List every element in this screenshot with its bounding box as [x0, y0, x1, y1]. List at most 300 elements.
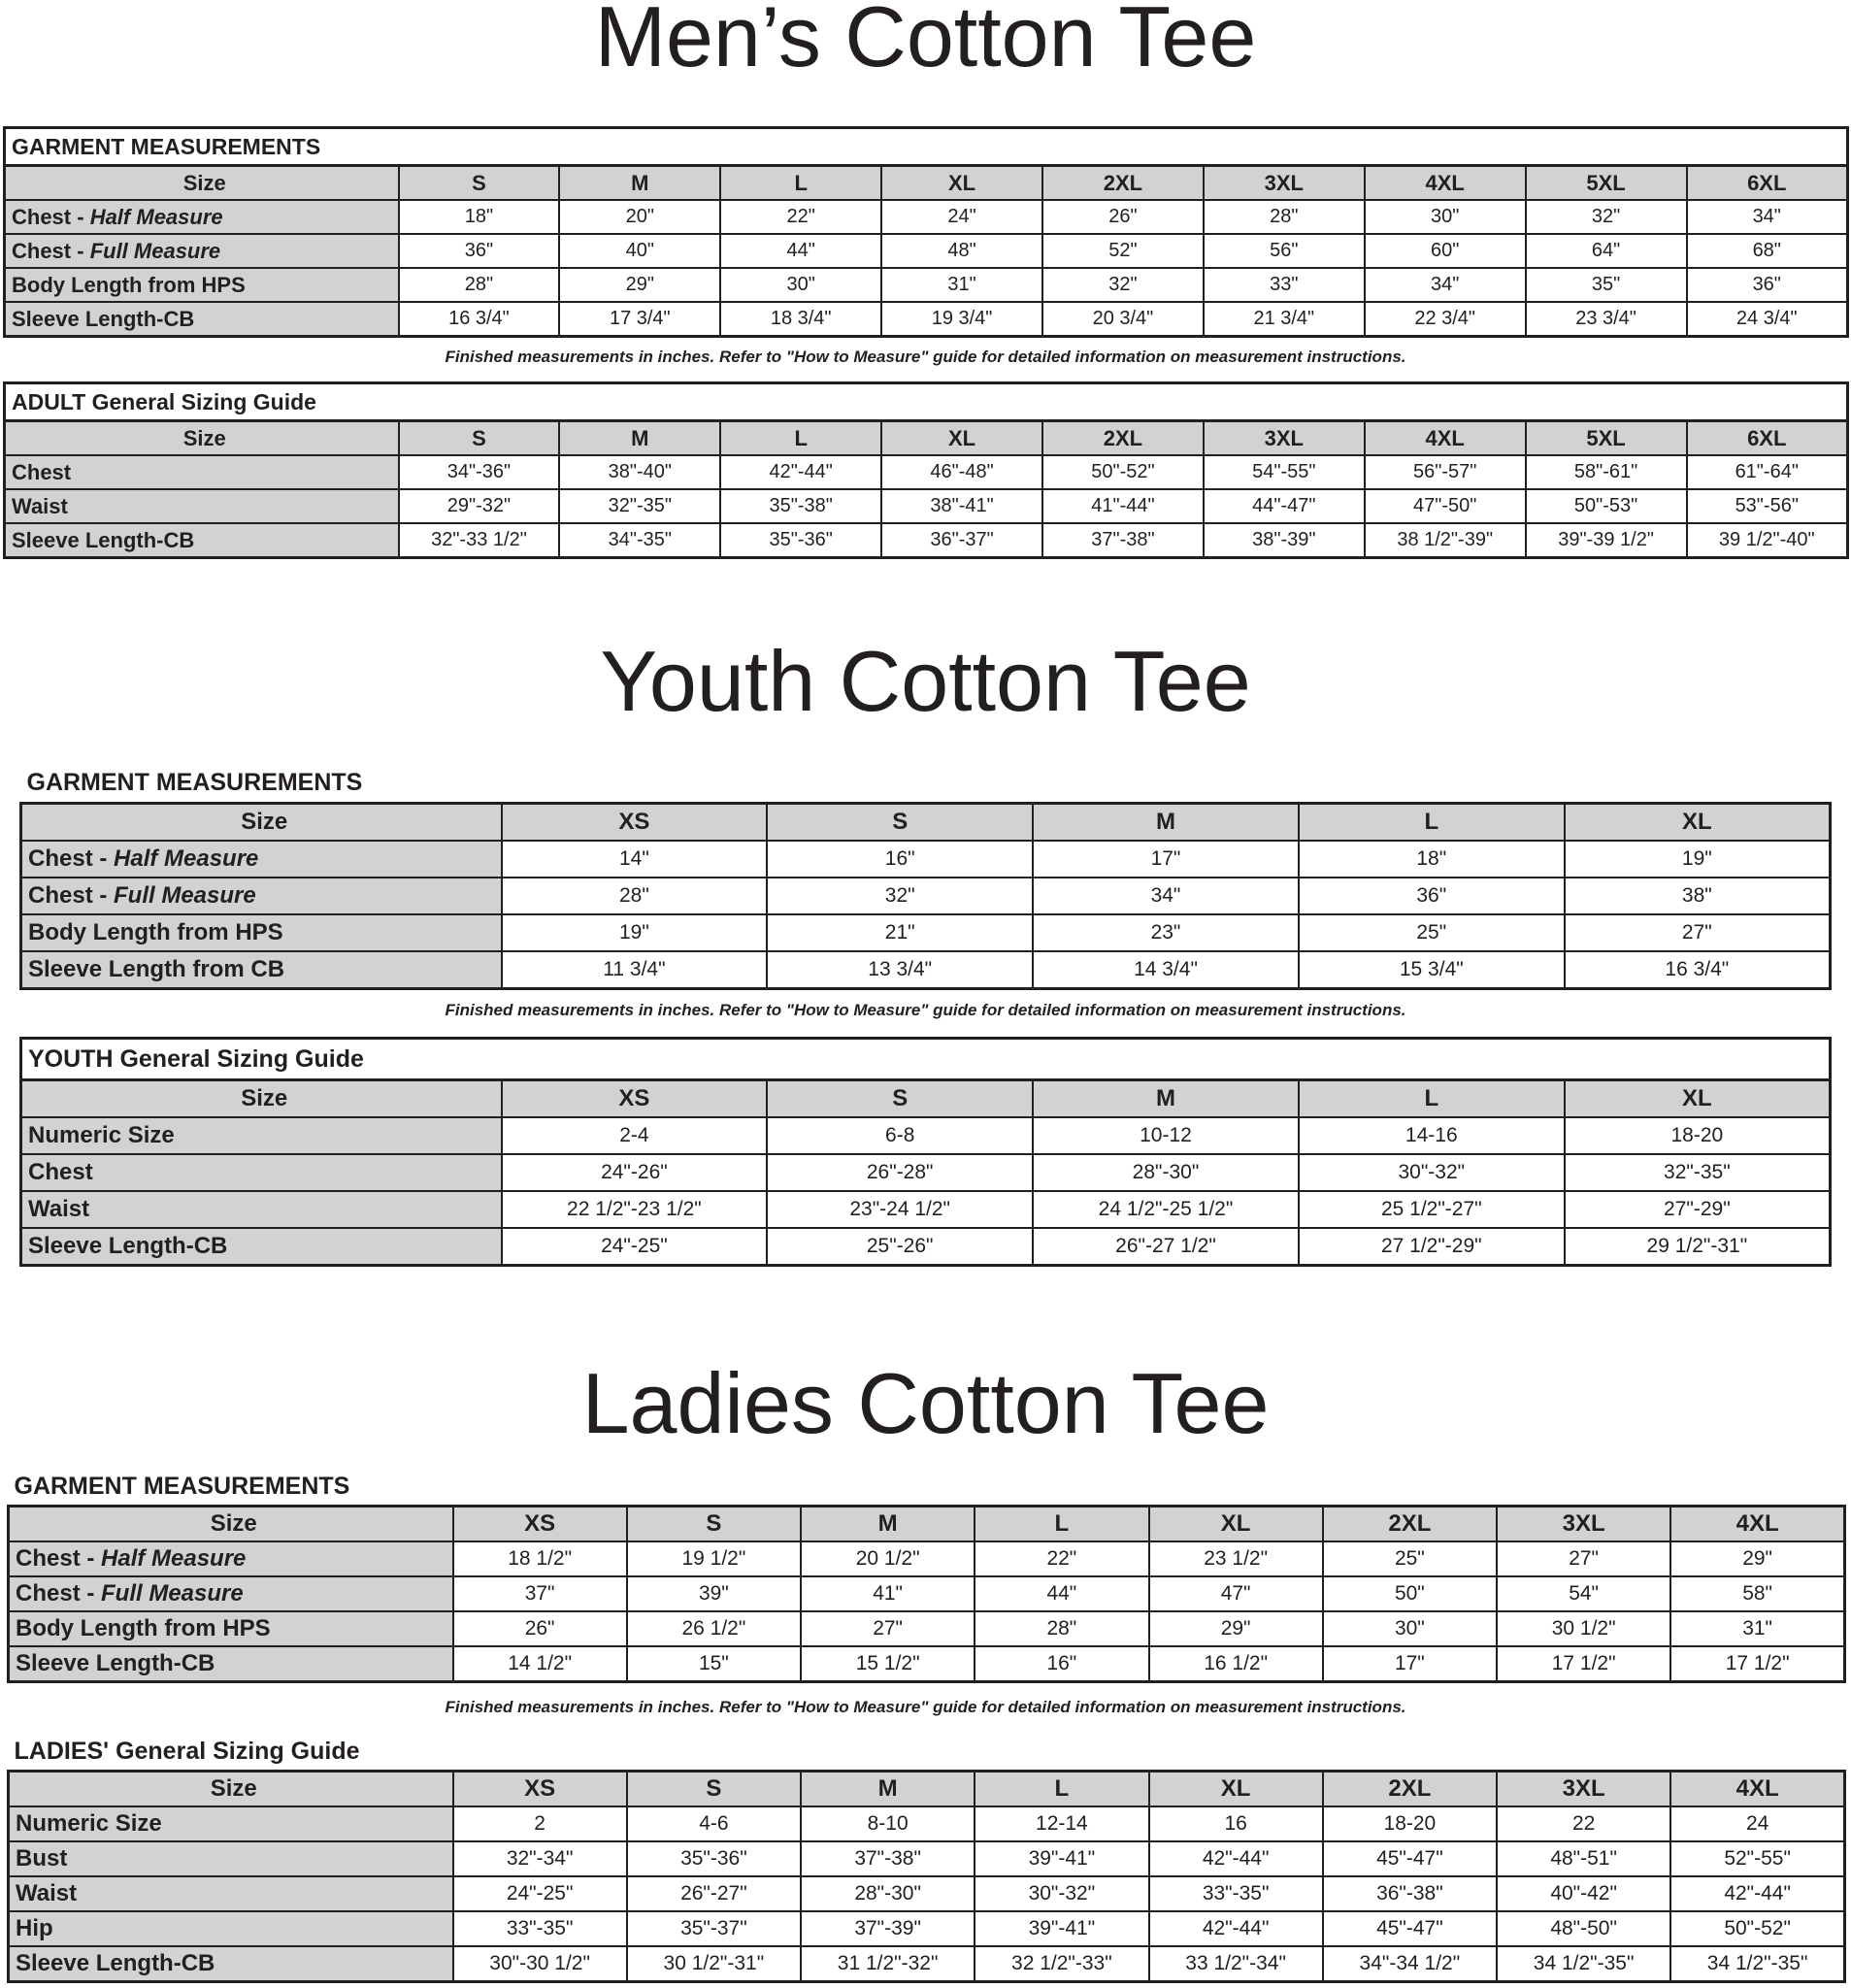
table-cell: 39"-41" — [975, 1911, 1148, 1946]
table-cell: 38 1/2"-39" — [1365, 523, 1526, 558]
youth-guide-table — [19, 1037, 1832, 1267]
table-cell: 58"-61" — [1526, 455, 1687, 489]
table-cell: 17 3/4" — [559, 302, 720, 337]
row-label-emphasis: Full Measure — [114, 882, 256, 909]
table-cell: 44"-47" — [1204, 489, 1365, 523]
table-cell: 32"-33 1/2" — [399, 523, 560, 558]
row-label-text: Sleeve Length-CB — [16, 1950, 215, 1976]
table-cell: 42"-44" — [1670, 1876, 1844, 1911]
table-cell: 26"-28" — [767, 1154, 1033, 1191]
table-cell: 25" — [1323, 1541, 1497, 1576]
table-cell: 21" — [767, 914, 1033, 951]
table-cell: 34" — [1033, 878, 1299, 914]
table-cell: 41"-44" — [1042, 489, 1204, 523]
table-cell: 32"-35" — [559, 489, 720, 523]
table-cell: 11 3/4" — [502, 951, 768, 989]
row-label-text: Chest - — [16, 1545, 102, 1572]
row-label — [9, 1646, 453, 1682]
row-label-text: Sleeve Length-CB — [12, 527, 195, 552]
table-cell: 18 3/4" — [720, 302, 881, 337]
table-cell: 18-20 — [1323, 1806, 1497, 1841]
row-label-emphasis: Full Measure — [101, 1580, 244, 1607]
table-cell: 38"-41" — [881, 489, 1042, 523]
table-cell: 18" — [399, 200, 560, 234]
ladies-guide-size-col: 3XL — [1497, 1772, 1670, 1807]
mens-garment-size-col: L — [720, 166, 881, 201]
ladies-garment-size-col: S — [627, 1507, 801, 1542]
youth-guide-size-col: M — [1033, 1080, 1299, 1118]
table-cell: 28"-30" — [801, 1876, 975, 1911]
ladies-guide-table — [7, 1733, 1846, 1983]
table-cell: 33"-35" — [1149, 1876, 1323, 1911]
table-row — [21, 914, 1831, 951]
row-label-text: Chest — [12, 459, 72, 484]
table-row — [9, 1911, 1845, 1946]
table-cell: 14 1/2" — [453, 1646, 627, 1682]
table-cell: 16 3/4" — [1565, 951, 1831, 989]
table-cell: 44" — [720, 234, 881, 268]
table-cell: 15" — [627, 1646, 801, 1682]
row-label-text: Waist — [28, 1196, 90, 1222]
row-label — [21, 1154, 502, 1191]
ladies-guide-size-col: 2XL — [1323, 1772, 1497, 1807]
youth-guide-size-col: XS — [502, 1080, 768, 1118]
youth-guide-header: YOUTH General Sizing Guide — [21, 1039, 1831, 1080]
table-cell: 23 3/4" — [1526, 302, 1687, 337]
mens-garment-size-col: S — [399, 166, 560, 201]
table-cell: 16 1/2" — [1149, 1646, 1323, 1682]
table-cell: 26 1/2" — [627, 1611, 801, 1646]
row-label-text: Hip — [16, 1915, 53, 1941]
mens-title: Men’s Cotton Tee — [594, 0, 1257, 84]
table-cell: 18 1/2" — [453, 1541, 627, 1576]
mens-guide-size-col: XL — [881, 421, 1042, 456]
table-cell: 28" — [1204, 200, 1365, 234]
table-cell: 19" — [1565, 841, 1831, 878]
table-cell: 39 1/2"-40" — [1687, 523, 1848, 558]
table-cell: 56" — [1204, 234, 1365, 268]
table-cell: 2 — [453, 1806, 627, 1841]
table-cell: 25"-26" — [767, 1228, 1033, 1266]
table-cell: 32 1/2"-33" — [975, 1946, 1148, 1982]
table-cell: 33 1/2"-34" — [1149, 1946, 1323, 1982]
table-cell: 14 3/4" — [1033, 951, 1299, 989]
row-label-text: Sleeve Length from CB — [28, 956, 285, 982]
table-row — [5, 523, 1848, 558]
row-label — [21, 841, 502, 878]
table-cell: 27"-29" — [1565, 1191, 1831, 1228]
table-cell: 42"-44" — [1149, 1911, 1323, 1946]
row-label — [5, 302, 399, 337]
table-cell: 31" — [1670, 1611, 1844, 1646]
table-cell: 29 1/2"-31" — [1565, 1228, 1831, 1266]
table-cell: 45"-47" — [1323, 1911, 1497, 1946]
youth-garment-header: GARMENT MEASUREMENTS — [21, 763, 1831, 804]
youth-garment-size-label: Size — [21, 804, 502, 842]
table-row — [5, 455, 1848, 489]
table-cell: 17" — [1033, 841, 1299, 878]
row-label — [5, 234, 399, 268]
youth-guide-size-col: XL — [1565, 1080, 1831, 1118]
table-cell: 45"-47" — [1323, 1841, 1497, 1876]
table-cell: 38"-39" — [1204, 523, 1365, 558]
table-cell: 38" — [1565, 878, 1831, 914]
row-label-text: Chest — [28, 1159, 93, 1185]
table-cell: 34"-35" — [559, 523, 720, 558]
table-cell: 37" — [453, 1576, 627, 1611]
row-label — [9, 1806, 453, 1841]
table-cell: 24 — [1670, 1806, 1844, 1841]
table-cell: 30" — [1365, 200, 1526, 234]
table-cell: 36" — [1687, 268, 1848, 302]
table-cell: 48" — [881, 234, 1042, 268]
ladies-garment-size-col: 4XL — [1670, 1507, 1844, 1542]
mens-guide-size-col: 6XL — [1687, 421, 1848, 456]
table-cell: 32" — [1526, 200, 1687, 234]
table-cell: 54"-55" — [1204, 455, 1365, 489]
table-cell: 18-20 — [1565, 1117, 1831, 1154]
ladies-garment-header: GARMENT MEASUREMENTS — [9, 1468, 1845, 1507]
table-cell: 14-16 — [1299, 1117, 1565, 1154]
table-row — [21, 878, 1831, 914]
row-label-text: Numeric Size — [16, 1810, 162, 1837]
table-cell: 2-4 — [502, 1117, 768, 1154]
table-cell: 24" — [881, 200, 1042, 234]
table-cell: 24"-26" — [502, 1154, 768, 1191]
table-row — [21, 841, 1831, 878]
table-row — [5, 268, 1848, 302]
table-cell: 27 1/2"-29" — [1299, 1228, 1565, 1266]
ladies-garment-size-col: L — [975, 1507, 1148, 1542]
ladies-guide-size-col: S — [627, 1772, 801, 1807]
table-cell: 35" — [1526, 268, 1687, 302]
mens-garment-size-col: 6XL — [1687, 166, 1848, 201]
row-label-text: Chest - — [12, 238, 90, 263]
table-cell: 30"-32" — [975, 1876, 1148, 1911]
row-label-text: Body Length from HPS — [16, 1615, 271, 1641]
mens-guide-size-label: Size — [5, 421, 399, 456]
row-label — [21, 1228, 502, 1266]
table-cell: 20 1/2" — [801, 1541, 975, 1576]
table-cell: 56"-57" — [1365, 455, 1526, 489]
mens-guide-table — [3, 381, 1849, 559]
table-cell: 34"-36" — [399, 455, 560, 489]
table-cell: 24"-25" — [502, 1228, 768, 1266]
table-cell: 52"-55" — [1670, 1841, 1844, 1876]
ladies-garment-size-col: XS — [453, 1507, 627, 1542]
table-cell: 26"-27 1/2" — [1033, 1228, 1299, 1266]
table-cell: 48"-51" — [1497, 1841, 1670, 1876]
table-cell: 37"-38" — [801, 1841, 975, 1876]
youth-guide-size-col: L — [1299, 1080, 1565, 1118]
mens-garment-size-label: Size — [5, 166, 399, 201]
table-cell: 42"-44" — [1149, 1841, 1323, 1876]
row-label — [5, 455, 399, 489]
table-cell: 38"-40" — [559, 455, 720, 489]
table-row — [21, 951, 1831, 989]
row-label-text: Bust — [16, 1845, 68, 1872]
table-cell: 39"-39 1/2" — [1526, 523, 1687, 558]
table-cell: 64" — [1526, 234, 1687, 268]
mens-guide-size-col: L — [720, 421, 881, 456]
table-cell: 27" — [1497, 1541, 1670, 1576]
table-cell: 22" — [720, 200, 881, 234]
row-label-text: Chest - — [28, 882, 115, 909]
youth-guide-size-col: S — [767, 1080, 1033, 1118]
table-cell: 34 1/2"-35" — [1670, 1946, 1844, 1982]
table-cell: 37"-39" — [801, 1911, 975, 1946]
table-cell: 31" — [881, 268, 1042, 302]
table-cell: 27" — [1565, 914, 1831, 951]
mens-guide-size-col: 4XL — [1365, 421, 1526, 456]
table-row — [5, 302, 1848, 337]
table-cell: 20" — [559, 200, 720, 234]
table-cell: 32"-35" — [1565, 1154, 1831, 1191]
table-cell: 30 1/2" — [1497, 1611, 1670, 1646]
row-label-text: Chest - — [16, 1580, 102, 1607]
ladies-guide-size-col: 4XL — [1670, 1772, 1844, 1807]
table-cell: 68" — [1687, 234, 1848, 268]
row-label-text: Sleeve Length-CB — [12, 306, 195, 331]
table-cell: 30" — [720, 268, 881, 302]
table-cell: 16 3/4" — [399, 302, 560, 337]
table-cell: 46"-48" — [881, 455, 1042, 489]
mens-guide-size-col: 5XL — [1526, 421, 1687, 456]
table-cell: 30 1/2"-31" — [627, 1946, 801, 1982]
ladies-garment-size-label: Size — [9, 1507, 453, 1542]
table-cell: 22 1/2"-23 1/2" — [502, 1191, 768, 1228]
youth-garment-size-col: S — [767, 804, 1033, 842]
row-label-text: Body Length from HPS — [12, 272, 246, 297]
table-cell: 29" — [1149, 1611, 1323, 1646]
ladies-guide-size-col: XL — [1149, 1772, 1323, 1807]
ladies-garment-size-col: XL — [1149, 1507, 1323, 1542]
youth-garment-size-col: L — [1299, 804, 1565, 842]
table-cell: 39" — [627, 1576, 801, 1611]
row-label — [9, 1576, 453, 1611]
row-label — [5, 268, 399, 302]
youth-garment-size-col: XS — [502, 804, 768, 842]
mens-garment-size-col: XL — [881, 166, 1042, 201]
table-cell: 25 1/2"-27" — [1299, 1191, 1565, 1228]
table-cell: 40"-42" — [1497, 1876, 1670, 1911]
table-cell: 29" — [559, 268, 720, 302]
table-cell: 4-6 — [627, 1806, 801, 1841]
table-cell: 53"-56" — [1687, 489, 1848, 523]
table-cell: 37"-38" — [1042, 523, 1204, 558]
table-cell: 34" — [1365, 268, 1526, 302]
table-cell: 28" — [399, 268, 560, 302]
ladies-guide-size-label: Size — [9, 1772, 453, 1807]
mens-guide-size-col: M — [559, 421, 720, 456]
table-row — [9, 1541, 1845, 1576]
youth-guide-size-label: Size — [21, 1080, 502, 1118]
row-label — [5, 523, 399, 558]
youth-garment-table — [19, 763, 1832, 990]
table-cell: 31 1/2"-32" — [801, 1946, 975, 1982]
table-cell: 16" — [975, 1646, 1148, 1682]
table-cell: 54" — [1497, 1576, 1670, 1611]
mens-garment-table — [3, 126, 1849, 338]
ladies-guide-size-col: XS — [453, 1772, 627, 1807]
table-cell: 22 3/4" — [1365, 302, 1526, 337]
table-cell: 50"-53" — [1526, 489, 1687, 523]
table-cell: 50" — [1323, 1576, 1497, 1611]
table-cell: 19 3/4" — [881, 302, 1042, 337]
table-cell: 61"-64" — [1687, 455, 1848, 489]
table-cell: 19 1/2" — [627, 1541, 801, 1576]
table-cell: 33" — [1204, 268, 1365, 302]
table-cell: 47"-50" — [1365, 489, 1526, 523]
table-cell: 29" — [1670, 1541, 1844, 1576]
table-cell: 15 1/2" — [801, 1646, 975, 1682]
table-cell: 21 3/4" — [1204, 302, 1365, 337]
table-row — [21, 1228, 1831, 1266]
table-cell: 28"-30" — [1033, 1154, 1299, 1191]
table-cell: 20 3/4" — [1042, 302, 1204, 337]
row-label-text: Chest - — [28, 845, 115, 872]
row-label — [9, 1876, 453, 1911]
mens-guide-size-col: 2XL — [1042, 421, 1204, 456]
table-cell: 6-8 — [767, 1117, 1033, 1154]
ladies-guide-size-col: M — [801, 1772, 975, 1807]
table-cell: 12-14 — [975, 1806, 1148, 1841]
ladies-title: Ladies Cotton Tee — [581, 1355, 1270, 1451]
table-cell: 32" — [767, 878, 1033, 914]
table-cell: 32" — [1042, 268, 1204, 302]
table-cell: 19" — [502, 914, 768, 951]
table-cell: 26" — [1042, 200, 1204, 234]
youth-garment-size-col: XL — [1565, 804, 1831, 842]
table-cell: 39"-41" — [975, 1841, 1148, 1876]
row-label — [9, 1946, 453, 1982]
mens-measure-note: Finished measurements in inches. Refer to "How to Measure" guide for detailed information on measurement instructions. — [445, 348, 1406, 366]
ladies-garment-size-col: 3XL — [1497, 1507, 1670, 1542]
table-cell: 28" — [975, 1611, 1148, 1646]
table-cell: 17" — [1323, 1646, 1497, 1682]
ladies-garment-table — [7, 1468, 1846, 1683]
table-cell: 17 1/2" — [1670, 1646, 1844, 1682]
row-label-text: Body Length from HPS — [28, 919, 283, 945]
ladies-measure-note: Finished measurements in inches. Refer to "How to Measure" guide for detailed information on measurement instructions. — [445, 1698, 1406, 1716]
table-cell: 34" — [1687, 200, 1848, 234]
table-cell: 16" — [767, 841, 1033, 878]
table-cell: 24 3/4" — [1687, 302, 1848, 337]
row-label-text: Waist — [12, 493, 68, 518]
table-cell: 36" — [399, 234, 560, 268]
row-label — [9, 1611, 453, 1646]
table-cell: 18" — [1299, 841, 1565, 878]
row-label — [21, 951, 502, 989]
row-label-text: Chest - — [12, 204, 90, 229]
table-row — [9, 1646, 1845, 1682]
ladies-guide-header: LADIES' General Sizing Guide — [9, 1733, 1845, 1772]
row-label — [21, 1191, 502, 1228]
table-cell: 16 — [1149, 1806, 1323, 1841]
table-row — [5, 489, 1848, 523]
mens-garment-size-col: M — [559, 166, 720, 201]
row-label-emphasis: Half Measure — [89, 204, 223, 229]
ladies-garment-size-col: M — [801, 1507, 975, 1542]
table-row — [9, 1841, 1845, 1876]
table-cell: 30"-30 1/2" — [453, 1946, 627, 1982]
table-cell: 25" — [1299, 914, 1565, 951]
table-cell: 29"-32" — [399, 489, 560, 523]
ladies-guide-size-col: L — [975, 1772, 1148, 1807]
mens-guide-size-col: S — [399, 421, 560, 456]
table-cell: 44" — [975, 1576, 1148, 1611]
table-cell: 35"-38" — [720, 489, 881, 523]
row-label — [9, 1541, 453, 1576]
table-cell: 14" — [502, 841, 768, 878]
table-cell: 36"-38" — [1323, 1876, 1497, 1911]
table-row — [9, 1611, 1845, 1646]
mens-garment-size-col: 2XL — [1042, 166, 1204, 201]
table-cell: 35"-36" — [720, 523, 881, 558]
table-cell: 13 3/4" — [767, 951, 1033, 989]
table-cell: 50"-52" — [1670, 1911, 1844, 1946]
table-cell: 36"-37" — [881, 523, 1042, 558]
table-cell: 36" — [1299, 878, 1565, 914]
table-cell: 34"-34 1/2" — [1323, 1946, 1497, 1982]
row-label-emphasis: Half Measure — [114, 845, 259, 872]
table-cell: 35"-37" — [627, 1911, 801, 1946]
row-label — [9, 1841, 453, 1876]
mens-garment-size-col: 5XL — [1526, 166, 1687, 201]
row-label — [5, 200, 399, 234]
youth-garment-size-col: M — [1033, 804, 1299, 842]
row-label — [21, 1117, 502, 1154]
row-label-emphasis: Full Measure — [89, 238, 221, 263]
ladies-garment-size-col: 2XL — [1323, 1507, 1497, 1542]
mens-guide-size-col: 3XL — [1204, 421, 1365, 456]
table-cell: 26" — [453, 1611, 627, 1646]
table-cell: 28" — [502, 878, 768, 914]
table-cell: 15 3/4" — [1299, 951, 1565, 989]
table-cell: 23"-24 1/2" — [767, 1191, 1033, 1228]
table-cell: 27" — [801, 1611, 975, 1646]
table-cell: 24"-25" — [453, 1876, 627, 1911]
table-cell: 41" — [801, 1576, 975, 1611]
table-row — [9, 1576, 1845, 1611]
table-cell: 22" — [975, 1541, 1148, 1576]
youth-title: Youth Cotton Tee — [600, 633, 1251, 729]
table-row — [21, 1154, 1831, 1191]
table-cell: 35"-36" — [627, 1841, 801, 1876]
mens-garment-header: GARMENT MEASUREMENTS — [5, 128, 1848, 166]
row-label-text: Sleeve Length-CB — [16, 1650, 215, 1676]
table-cell: 40" — [559, 234, 720, 268]
mens-garment-size-col: 4XL — [1365, 166, 1526, 201]
table-cell: 24 1/2"-25 1/2" — [1033, 1191, 1299, 1228]
table-cell: 34 1/2"-35" — [1497, 1946, 1670, 1982]
row-label-text: Waist — [16, 1880, 78, 1906]
table-row — [21, 1191, 1831, 1228]
table-cell: 17 1/2" — [1497, 1646, 1670, 1682]
table-row — [21, 1117, 1831, 1154]
row-label — [21, 878, 502, 914]
table-cell: 22 — [1497, 1806, 1670, 1841]
table-cell: 23 1/2" — [1149, 1541, 1323, 1576]
table-cell: 50"-52" — [1042, 455, 1204, 489]
mens-garment-size-col: 3XL — [1204, 166, 1365, 201]
table-cell: 58" — [1670, 1576, 1844, 1611]
row-label — [5, 489, 399, 523]
mens-guide-header: ADULT General Sizing Guide — [5, 383, 1848, 421]
table-row — [9, 1876, 1845, 1911]
table-cell: 26"-27" — [627, 1876, 801, 1911]
table-cell: 48"-50" — [1497, 1911, 1670, 1946]
